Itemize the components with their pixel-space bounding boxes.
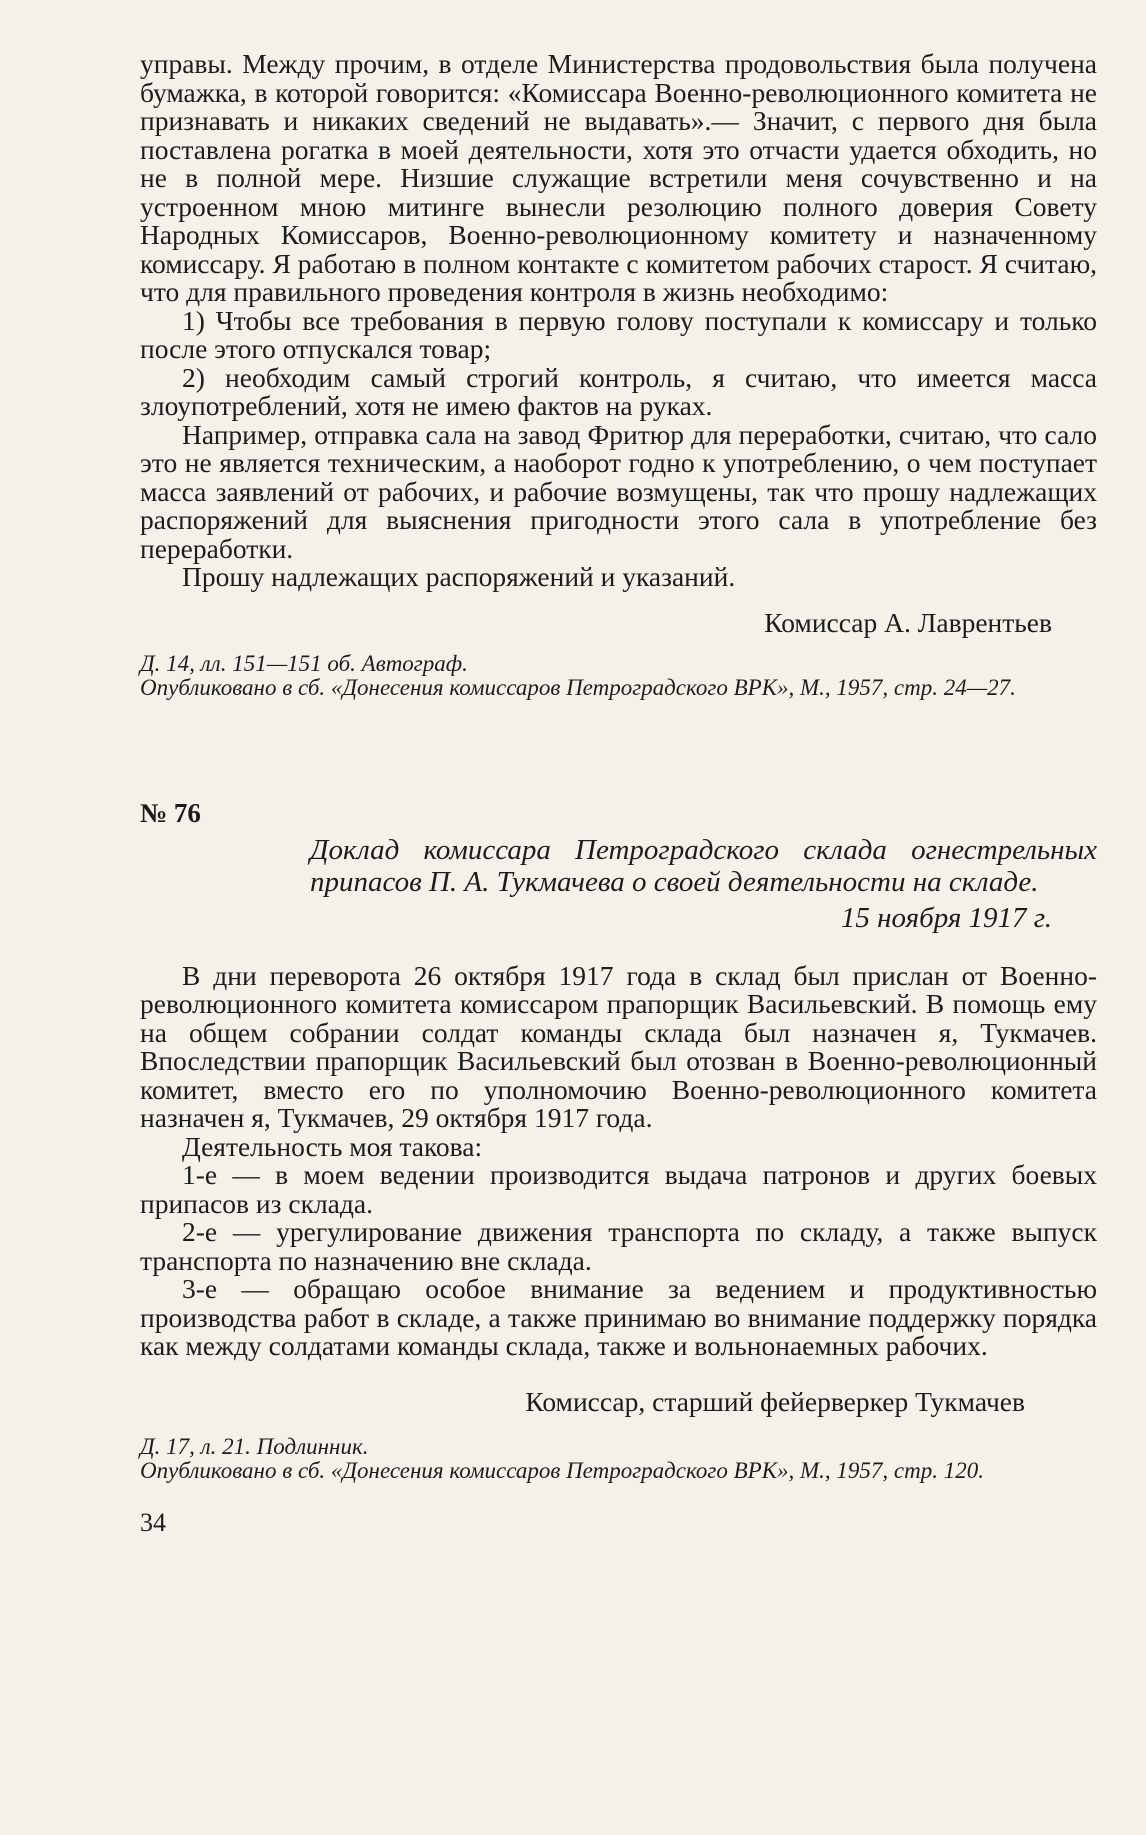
doc75-paragraph-3: 2) необходим самый строгий контроль, я считаю, что имеется масса злоупотреблений, хотя не имею фактов на руках. (140, 361, 1097, 421)
document-date: 15 ноября 1917 г. (840, 901, 1052, 934)
doc76-paragraph-4: 2-е — урегулирование движения транспорта по складу, а также выпуск транспорта по назначению вне склада. (140, 1216, 1097, 1276)
doc76-archive-reference: Д. 17, л. 21. Подлинник. (140, 1433, 369, 1459)
doc76-paragraph-2: Деятельность моя такова: (182, 1130, 483, 1162)
doc75-paragraph-5: Прошу надлежащих распоряжений и указаний. (182, 561, 736, 592)
doc76-paragraph-3: 1-е — в моем ведении производится выдача патронов и других боевых припасов из склада. (140, 1159, 1097, 1219)
doc75-paragraph-1: управы. Между прочим, в отделе Министерства продовольствия была получена бумажка, в которой говорится: «Комиссара Военно-революционного комитета не признавать и никаких сведений не выдавать».— Значит, с первого дня была поставлена рогатка в моей деятельности, хотя это отчасти удается обходить, но не в полной мере. Низшие служащие встретили меня сочувственно и на устроенном мною митинге вынесли резолюцию полного доверия Совету Народных Комиссаров, Военно-революционному комитету и назначенному комиссару. Я работаю в полном контакте с комитетом рабочих старост. Я считаю, что для правильного проведения контроля в жизнь необходимо: (140, 48, 1097, 307)
doc75-archive-reference: Д. 14, лл. 151—151 об. Автограф. (140, 650, 468, 676)
doc75-publication-note: Опубликовано в сб. «Донесения комиссаров Петроградского ВРК», М., 1957, стр. 24—27. (140, 674, 1016, 700)
doc76-paragraph-5: 3-е — обращаю особое внимание за ведением и продуктивностью производства работ в складе, а также принимаю во внимание поддержку порядка как между солдатами команды склада, также и вольнонаемных рабочих. (140, 1273, 1097, 1361)
document-title: Доклад комиссара Петроградского склада огнестрельных припасов П. А. Тукмачева о своей деятельности на складе. (310, 833, 1097, 898)
document-number: № 76 (140, 797, 201, 828)
doc76-publication-note: Опубликовано в сб. «Донесения комиссаров Петроградского ВРК», М., 1957, стр. 120. (140, 1457, 984, 1483)
doc76-signature: Комиссар, старший фейерверкер Тукмачев (525, 1385, 1025, 1417)
doc75-paragraph-4: Например, отправка сала на завод Фритюр для переработки, считаю, что сало это не является техническим, а наоборот годно к употреблению, о чем поступает масса заявлений от рабочих, и рабочие возмущены, так что прошу надлежащих распоряжений для выяснения пригодности этого сала в употребление без переработки. (140, 418, 1097, 564)
page-number: 34 (140, 1507, 166, 1537)
doc75-signature: Комиссар А. Лаврентьев (764, 606, 1052, 638)
doc76-paragraph-1: В дни переворота 26 октября 1917 года в склад был прислан от Военно-революционного комитета комиссаром прапорщик Васильевский. В помощь ему на общем собрании солдат команды склада был назначен я, Тукмачев. Впоследствии прапорщик Васильевский был отозван в Военно-революционный комитет, вместо его по уполномочию Военно-революционного комитета назначен я, Тукмачев, 29 октября 1917 года. (140, 959, 1097, 1133)
doc75-paragraph-2: 1) Чтобы все требования в первую голову поступали к комиссару и только после этого отпускался товар; (140, 304, 1097, 364)
document-page (140, 50, 1097, 1537)
